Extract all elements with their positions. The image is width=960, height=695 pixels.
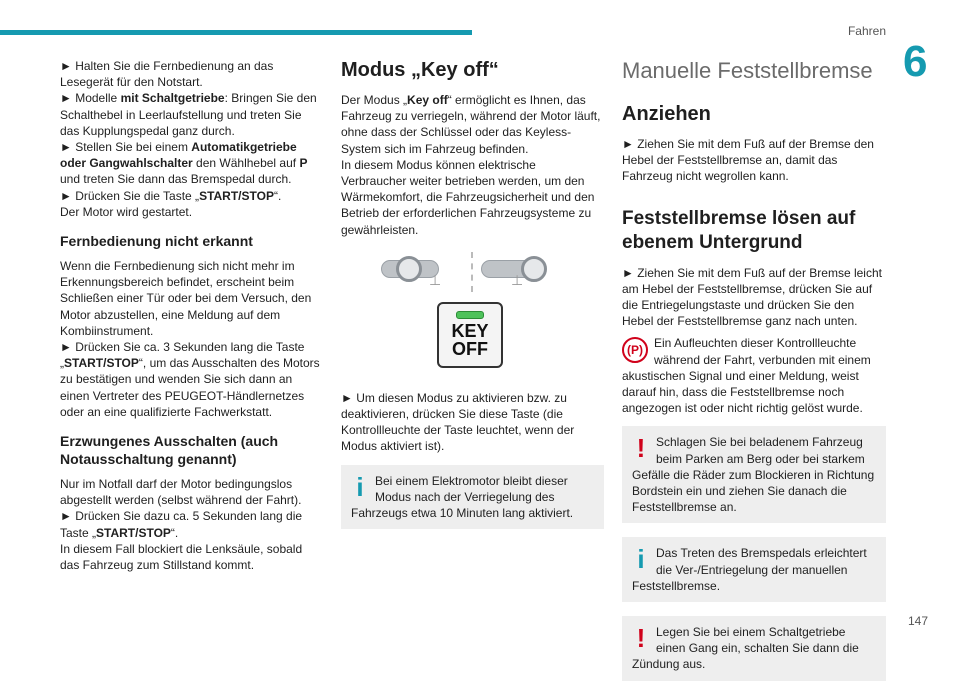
info-note-brake-pedal: [622, 537, 886, 602]
text: und treten Sie dann das Bremspedal durch.: [60, 172, 292, 187]
text-bold: START/STOP: [199, 188, 274, 203]
info-note-electric: [341, 465, 604, 530]
text: : Bringen Sie den Schalthebel in Leerlaufstellung und treten Sie das Kupplungspedal ganz durch.: [60, 91, 317, 138]
pedal-icon: ⊥: [511, 271, 524, 288]
key-off-label-line1: KEY: [451, 320, 489, 341]
key-off-label-line2: OFF: [452, 338, 488, 359]
text: ► Modelle: [60, 91, 121, 106]
top-accent-bar: [0, 30, 472, 35]
section-title-key-off: Modus „Key off“: [341, 59, 499, 81]
indicator-led-icon: [456, 311, 484, 319]
text-bold: START/STOP: [96, 525, 171, 540]
header-title: Fahren: [847, 24, 886, 38]
paragraph-warning-lamp: [622, 335, 886, 416]
text: ► Drücken Sie dazu ca. 5 Sekunden lang die Taste „: [60, 509, 303, 540]
column-2: [341, 58, 604, 543]
text-bold: START/STOP: [64, 356, 139, 371]
text: Nur im Notfall darf der Motor bedingungslos abgestellt werden (selbst während der Fahrt).: [60, 477, 302, 508]
text: Ein Aufleuchten dieser Kontrollleuchte während der Fahrt, verbunden mit einem akustischen Signal und einer Meldung, weist darauf hin, dass die Feststellbremse noch angezogen ist oder nicht richtig gelöst wurde.: [622, 336, 871, 416]
text: Der Modus „: [341, 93, 408, 107]
chapter-number: 6: [903, 37, 928, 86]
text-bold: mit Schaltgetriebe: [120, 91, 225, 106]
key-off-illustration: [341, 252, 604, 372]
paragraph-release: ► Ziehen Sie mit dem Fuß auf der Bremse leicht am Hebel der Feststellbremse, drücken Sie auf die Entriegelungstaste und drücken Sie den Hebel der Feststellbremse ganz nach unten.: [622, 265, 882, 329]
text: Das Treten des Bremspedals erleichtert die Ver-/Entriegelung der manuellen Feststellbremse.: [632, 546, 867, 593]
paragraph-forced-shutdown: [60, 476, 320, 573]
text: Der Motor wird gestartet.: [60, 204, 193, 219]
paragraph-key-off-activate: ► Um diesen Modus zu aktivieren bzw. zu deaktivieren, drücken Sie diese Taste (die Kontrollleuchte der Taste leuchtet, wenn der Modus aktiviert ist).: [341, 390, 575, 454]
warning-icon: !: [636, 433, 646, 464]
text: “.: [170, 525, 179, 540]
text: In diesem Modus können elektrische Verbraucher weiter betrieben werden, um den Wärmekomfort, die Fahrzeugsicherheit und den Betrieb der erforderlichen Fahrzeugsysteme zu gewährleisten.: [341, 157, 595, 237]
text: In diesem Fall blockiert die Lenksäule, sobald das Fahrzeug zum Stillstand kommt.: [60, 541, 303, 573]
paragraph-remote-not-found: [60, 258, 320, 420]
text-bold: P: [299, 156, 308, 171]
text-bold: Automatikgetriebe oder Gangwahlschalter: [60, 140, 297, 171]
parking-brake-lamp-icon: (P): [622, 337, 648, 363]
text: “.: [273, 188, 282, 203]
text: ► Stellen Sie bei einem: [60, 140, 192, 155]
info-icon: i: [356, 471, 364, 502]
info-icon: i: [637, 544, 645, 575]
heading-forced-shutdown: Erzwungenes Ausschalten (auch Notausschaltung genannt): [60, 433, 279, 468]
divider: [471, 252, 473, 292]
key-off-button[interactable]: [437, 302, 503, 368]
warning-note-slope: [622, 426, 886, 523]
pedal-icon: ⊥: [429, 271, 442, 288]
section-title-parking-brake: Manuelle Feststellbremse: [622, 58, 873, 83]
text: Bei einem Elektromotor bleibt dieser Modus nach der Verriegelung des Fahrzeugs etwa 10 Minuten lang aktiviert.: [351, 473, 574, 521]
heading-remote-not-found: Fernbedienung nicht erkannt: [60, 233, 253, 250]
text: Legen Sie bei einem Schaltgetriebe einen Gang ein, schalten Sie dann die Zündung aus.: [632, 625, 859, 672]
text: ► Drücken Sie die Taste „: [60, 188, 200, 203]
text: Wenn die Fernbedienung sich nicht mehr im Erkennungsbereich befindet, erscheint beim Schließen einer Tür oder bei dem Versuch, den Motor abzustellen, eine Meldung auf dem Kombiinstrument.: [60, 259, 312, 338]
heading-release: Feststellbremse lösen auf ebenem Untergrund: [622, 207, 856, 253]
steering-wheel-icon: [521, 256, 547, 282]
paragraph-emergency-start: [60, 58, 320, 220]
text-bold: Key off: [407, 93, 448, 107]
paragraph-key-off-intro: [341, 92, 604, 238]
text: ► Halten Sie die Fernbedienung an das Lesegerät für den Notstart.: [60, 59, 274, 90]
text: “, um das Ausschalten des Motors zu bestätigen und wenden Sie sich dann an einen Vertreter des PEUGEOT-Händlernetzes oder an eine qualifizierte Fachwerkstatt.: [60, 356, 320, 419]
page-number: 147: [907, 614, 928, 628]
heading-apply: Anziehen: [622, 103, 711, 125]
text: den Wählhebel auf: [192, 156, 300, 171]
column-3: [622, 58, 886, 695]
column-1: [60, 58, 320, 579]
text: “ ermöglicht es Ihnen, das Fahrzeug zu verriegeln, während der Motor läuft, ohne dass der Schlüssel oder das Keyless-System sich im Fahrzeug befinden.: [341, 93, 601, 156]
text: ► Drücken Sie ca. 3 Sekunden lang die Taste „: [60, 340, 305, 371]
warning-icon: !: [636, 623, 646, 654]
warning-note-gear: [622, 616, 886, 681]
text: Schlagen Sie bei beladenem Fahrzeug beim Parken am Berg oder bei starkem Gefälle die Räder zum Blockieren in Richtung Bordstein ein und ziehen Sie danach die Feststellbremse an.: [632, 435, 875, 515]
paragraph-apply: ► Ziehen Sie mit dem Fuß auf der Bremse den Hebel der Feststellbremse an, damit das Fahrzeug nicht wegrollen kann.: [622, 137, 874, 184]
steering-wheel-icon: [396, 256, 422, 282]
